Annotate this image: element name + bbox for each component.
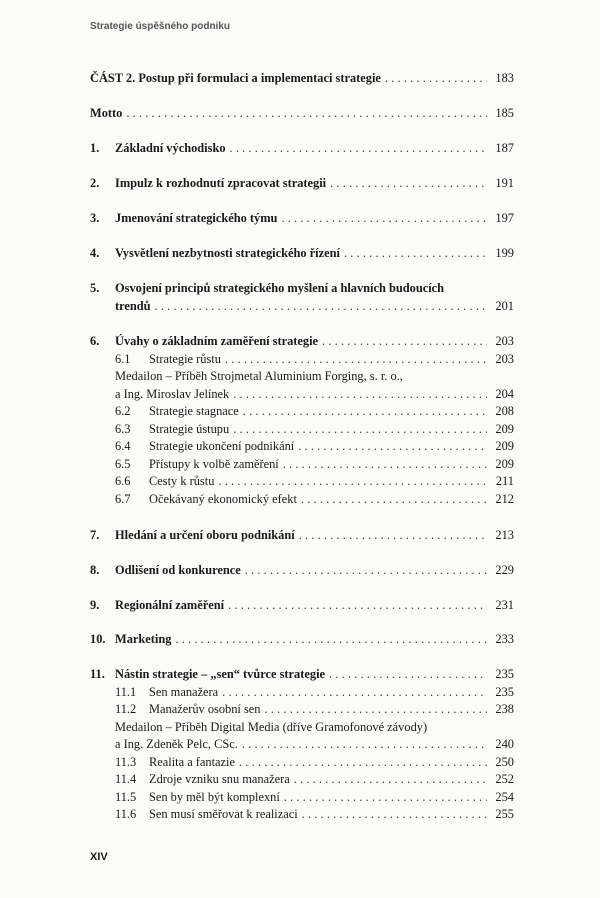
running-title: Strategie úspěšného podniku (90, 21, 231, 32)
toc-section-11-4[interactable]: 11.4 Zdroje vzniku snu manažera ..... 252 (90, 771, 514, 789)
toc-chapter-9[interactable]: 9. Regionální zaměření ..... 231 (90, 597, 514, 615)
toc-medailon-11-line1: Medailon – Příběh Digital Media (dříve Gramofonové závody) (115, 719, 428, 734)
toc-chapter-2[interactable]: 2. Impulz k rozhodnutí zpracovat strategii ..... 191 (90, 175, 514, 193)
toc-section-11-6[interactable]: 11.6 Sen musí směřovat k realizaci ..... 255 (90, 806, 514, 824)
toc-chapter-6-block (90, 333, 514, 508)
toc-page: 185 (495, 106, 514, 120)
toc-section-6-5[interactable]: 6.5 Přístupy k volbě zaměření ..... 209 (90, 456, 514, 474)
toc-section-6-3[interactable]: 6.3 Strategie ústupu ..... 209 (90, 421, 514, 439)
page-folio: XIV (90, 851, 108, 863)
toc-section-11-5[interactable]: 11.5 Sen by měl být komplexní ..... 254 (90, 789, 514, 807)
toc-motto[interactable] (90, 105, 514, 123)
toc-chapter-11[interactable]: 11. Nástin strategie – „sen“ tvůrce strategie ..... 235 (90, 666, 514, 684)
toc-page: 183 (495, 71, 514, 85)
toc-chapter-8[interactable]: 8. Odlišení od konkurence ..... 229 (90, 562, 514, 580)
toc-section-11-3[interactable]: 11.3 Realita a fantazie ..... 250 (90, 754, 514, 772)
toc-section-6-1[interactable]: 6.1 Strategie růstu ..... 203 (90, 351, 514, 369)
toc-medailon-11[interactable]: a Ing. Zdeněk Pelc, CSc. ..... 240 (90, 736, 514, 754)
toc-chapter-3[interactable]: 3. Jmenování strategického týmu ..... 197 (90, 210, 514, 228)
toc-medailon-6-line1: Medailon – Příběh Strojmetal Aluminium Forging, s. r. o., (115, 369, 403, 383)
toc-section-6-4[interactable]: 6.4 Strategie ukončení podnikání ..... 209 (90, 438, 514, 456)
toc-part-2[interactable] (90, 70, 514, 88)
toc-chapter-11-block (90, 666, 514, 824)
toc-section-6-7[interactable]: 6.7 Očekávaný ekonomický efekt ..... 212 (90, 491, 514, 509)
toc-section-11-2[interactable]: 11.2 Manažerův osobní sen ..... 238 (90, 701, 514, 719)
toc-chapter-7[interactable]: 7. Hledání a určení oboru podnikání ..... 213 (90, 527, 514, 545)
toc-chapter-4[interactable]: 4. Vysvětlení nezbytnosti strategického řízení ..... 199 (90, 245, 514, 263)
toc-title: ČÁST 2. Postup při formulaci a implementaci strategie (90, 71, 381, 85)
toc-medailon-6[interactable]: a Ing. Miroslav Jelínek ..... 204 (90, 386, 514, 404)
toc-chapter-6[interactable]: 6. Úvahy o základním zaměření strategie ..... 203 (90, 333, 514, 351)
toc-section-6-2[interactable]: 6.2 Strategie stagnace ..... 208 (90, 403, 514, 421)
toc-section-6-6[interactable]: 6.6 Cesty k růstu ..... 211 (90, 473, 514, 491)
toc-chapter-1[interactable]: 1. Základní východisko ..... 187 (90, 140, 514, 158)
toc-title: Motto (90, 106, 123, 120)
toc-section-11-1[interactable]: 11.1 Sen manažera ..... 235 (90, 684, 514, 702)
toc-chapter-10[interactable]: 10. Marketing ..... 233 (90, 631, 514, 649)
toc-chapter-5[interactable]: 5. Osvojení principů strategického myšlení a hlavních budoucích trendů ..... 201 (90, 280, 514, 315)
